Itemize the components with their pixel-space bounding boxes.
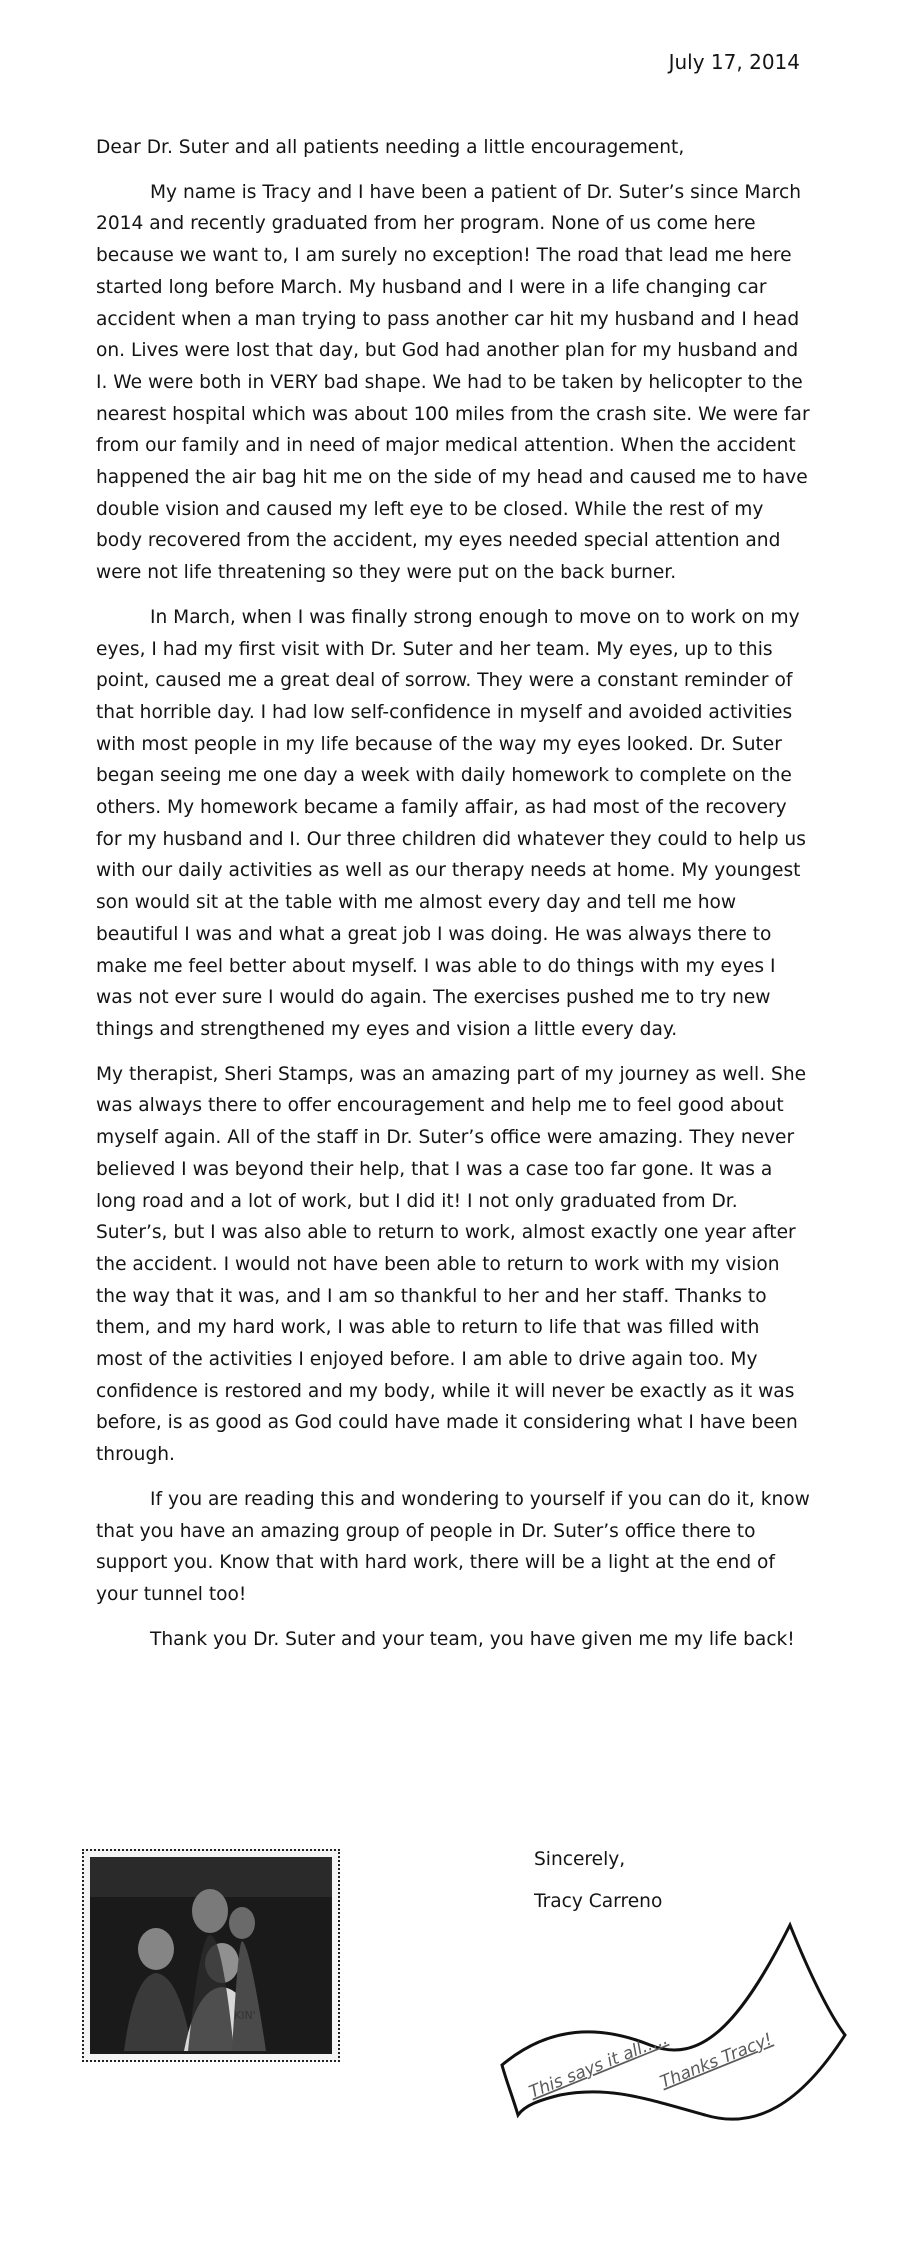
letter-date: July 17, 2014 [668,50,800,74]
svg-text:KIN': KIN' [234,2009,256,2022]
banner-note-right: Thanks Tracy! [657,2029,776,2093]
letter-closing: Sincerely, [534,1849,626,1870]
banner-note-left: This says it all..... [526,2028,671,2103]
family-photo-image [84,1851,338,2060]
letter-paragraph: My therapist, Sheri Stamps, was an amazing part of my journey as well. She was always there to offer encouragement and help me to feel good about myself again. All of the staff in Dr. Suter’s office were amazing. They never believed I was beyond their help, that I was a case too far gone. It was a long road and a lot of work, but I did it! I not only graduated from Dr. Suter’s, but I was also able to return to work, almost exactly one year after the accident. I would not have been able to return to work with my vision the way that it was, and I am so thankful to her and her staff. Thanks to them, and my hard work, I was able to return to life that was filled with most of the activities I enjoyed before. I am able to drive again too. My confidence is restored and my body, while it will never be exactly as it was before, is as good as God could have made it considering what I have been through. [96,1063,807,1466]
letter-paragraph: If you are reading this and wondering to yourself if you can do it, know that you have an amazing group of people in Dr. Suter’s office there to support you. Know that with hard work, there will be a light at the end of your tunnel too! [96,1488,810,1605]
note-banner [490,1915,850,2145]
family-photo [82,1849,340,2062]
letter-paragraph: In March, when I was finally strong enough to move on to work on my eyes, I had my first visit with Dr. Suter and her team. My eyes, up to this point, caused me a great deal of sorrow. They were a constant reminder of that horrible day. I had low self-confidence in myself and avoided activities with most people in my life because of the way my eyes looked. Dr. Suter began seeing me one day a week with daily homework to complete on the others. My homework became a family affair, as had most of the recovery for my husband and I. Our three children did whatever they could to help us with our daily activities as well as our therapy needs at home. My youngest son would sit at the table with me almost every day and tell me how beautiful I was and what a great job I was doing. He was always there to make me feel better about myself. I was able to do things with my eyes I was not ever sure I would do again. The exercises pushed me to try new things and strengthened my eyes and vision a little every day. [96,606,806,1040]
letter-paragraph: My name is Tracy and I have been a patient of Dr. Suter’s since March 2014 and recently graduated from her program. None of us come here because we want to, I am surely no exception! The road that lead me here started long before March. My husband and I were in a life changing car accident when a man trying to pass another car hit my husband and I head on. Lives were lost that day, but God had another plan for my husband and I. We were both in VERY bad shape. We had to be taken by helicopter to the nearest hospital which was about 100 miles from the crash site. We were far from our family and in need of major medical attention. When the accident happened the air bag hit me on the side of my head and caused me to have double vision and caused my left eye to be closed. While the rest of my body recovered from the accident, my eyes needed special attention and were not life threatening so they were put on the back burner. [96,181,810,584]
letter-closing-block [534,1839,662,1923]
letter-salutation: Dear Dr. Suter and all patients needing a little encouragement, [96,137,685,158]
letter-signature: Tracy Carreno [534,1891,663,1912]
letter-body [96,132,811,1668]
letter-paragraph: Thank you Dr. Suter and your team, you have given me my life back! [150,1628,795,1650]
